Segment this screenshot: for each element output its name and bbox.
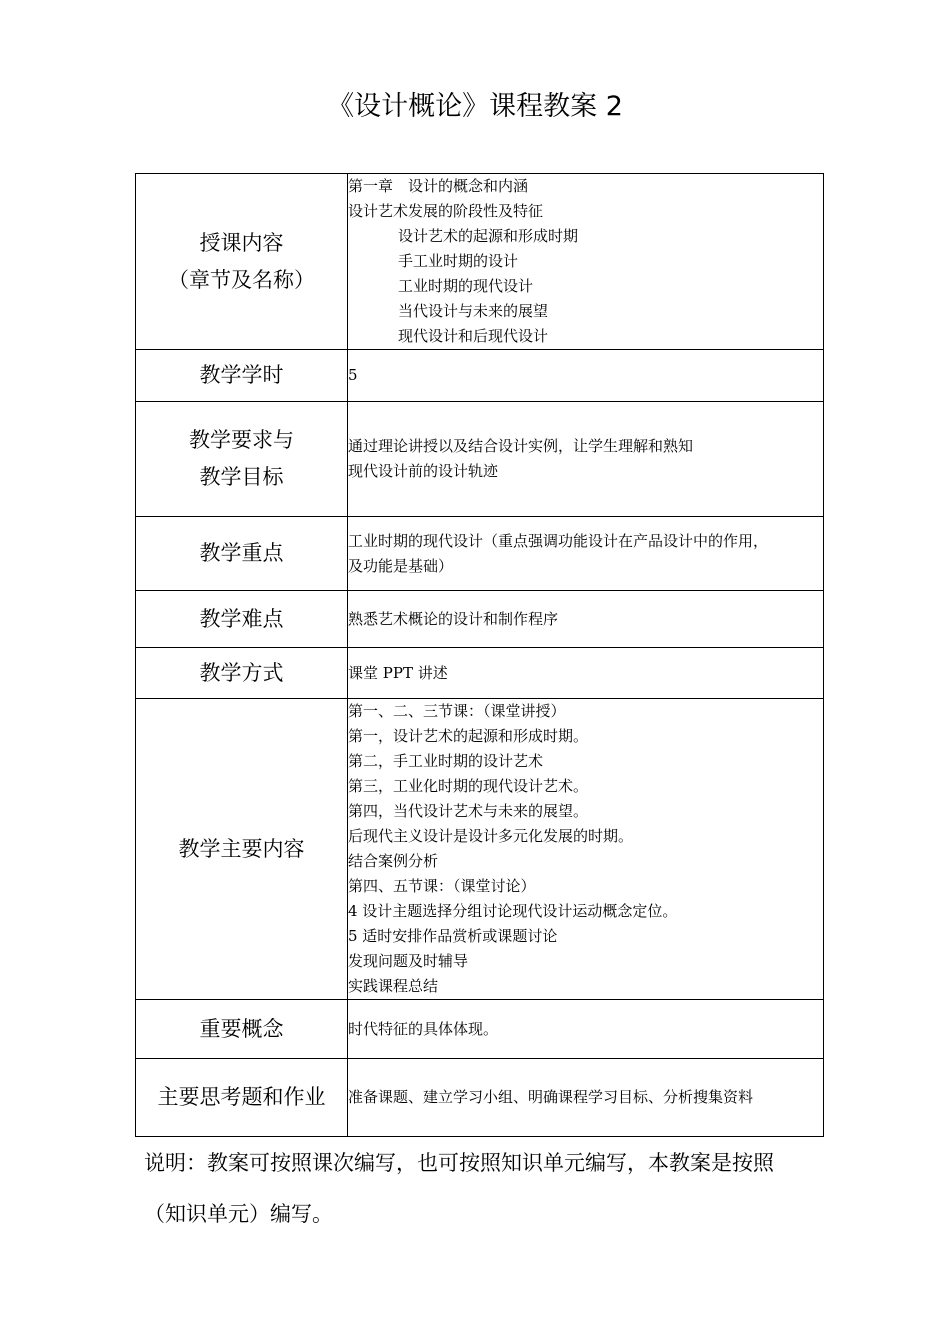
- page-title: 《设计概论》课程教案 2: [327, 91, 623, 122]
- key-label: 教学重点: [136, 517, 348, 591]
- content-value: 第一章 设计的概念和内涵 设计艺术发展的阶段性及特征 设计艺术的起源和形成时期 手工业时期的设计 工业时期的现代设计 当代设计与未来的展望 现代设计和后现代设计: [348, 174, 824, 350]
- table-row-content: [136, 174, 824, 350]
- table-row-homework: [136, 1059, 824, 1137]
- table-row-method: [136, 648, 824, 699]
- goals-label: 教学要求与 教学目标: [136, 402, 348, 517]
- explanatory-note: 说明：教案可按照课次编写，也可按照知识单元编写，本教案是按照 （知识单元）编写。: [144, 1151, 774, 1226]
- table-row-hours: [136, 350, 824, 402]
- hours-label: 教学学时: [136, 350, 348, 402]
- homework-value: 准备课题、建立学习小组、明确课程学习目标、分析搜集资料: [348, 1059, 824, 1137]
- concept-value: 时代特征的具体体现。: [348, 1000, 824, 1059]
- difficulty-value: 熟悉艺术概论的设计和制作程序: [348, 591, 824, 648]
- goals-value: 通过理论讲授以及结合设计实例，让学生理解和熟知 现代设计前的设计轨迹: [348, 402, 824, 517]
- table-row-goals: [136, 402, 824, 517]
- method-label: 教学方式: [136, 648, 348, 699]
- table-row-key: [136, 517, 824, 591]
- key-value: 工业时期的现代设计（重点强调功能设计在产品设计中的作用， 及功能是基础）: [348, 517, 824, 591]
- method-value: 课堂 PPT 讲述: [348, 648, 824, 699]
- homework-label: 主要思考题和作业: [136, 1059, 348, 1137]
- lesson-plan-table: [135, 173, 824, 1137]
- concept-label: 重要概念: [136, 1000, 348, 1059]
- table-row-main: [136, 699, 824, 1000]
- main-value: 第一、二、三节课：（课堂讲授） 第一，设计艺术的起源和形成时期。 第二，手工业时期的设计艺术 第三，工业化时期的现代设计艺术。 第四，当代设计艺术与未来的展望。 后现代主义设计是设计多元化发展的时期。 结合案例分析 第四、五节课：（课堂讨论） 4 设计主题选择分组讨论现代设计运动概念定位。 5 适时安排作品赏析或课题讨论 发现问题及时辅导 实践课程总结: [348, 699, 824, 1000]
- difficulty-label: 教学难点: [136, 591, 348, 648]
- table-row-difficulty: [136, 591, 824, 648]
- hours-value: 5: [348, 350, 824, 402]
- content-label: 授课内容 （章节及名称）: [136, 174, 348, 350]
- main-label: 教学主要内容: [136, 699, 348, 1000]
- table-row-concept: [136, 1000, 824, 1059]
